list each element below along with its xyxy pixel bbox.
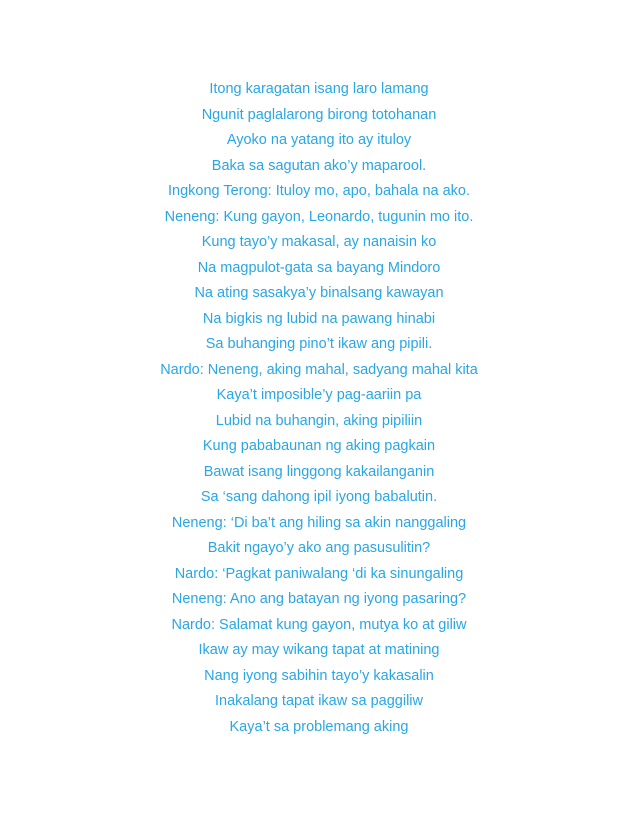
- poem-line: Neneng: Ano ang batayan ng iyong pasaring?: [171, 591, 467, 607]
- poem-line: Sa buhanging pino’t ikaw ang pipili.: [205, 336, 433, 352]
- poem-line: Na magpulot-gata sa bayang Mindoro: [197, 259, 441, 276]
- poem-line: Nang iyong sabihin tayo’y kakasalin: [204, 667, 434, 684]
- poem-line: Itong karagatan isang laro lamang: [209, 81, 429, 97]
- poem-line: Neneng: ‘Di ba’t ang hiling sa akin nanggaling: [171, 514, 467, 531]
- poem-line: Na ating sasakya’y binalsang kawayan: [194, 285, 444, 301]
- poem-line: Kung pababaunan ng aking pagkain: [202, 438, 436, 454]
- poem-line: Neneng: Kung gayon, Leonardo, tugunin mo ito.: [164, 208, 474, 225]
- poem-line: Kung tayo’y makasal, ay nanaisin ko: [201, 234, 437, 250]
- poem-line: Na bigkis ng lubid na pawang hinabi: [202, 310, 436, 327]
- poem-line: Kaya’t sa problemang aking: [229, 718, 409, 735]
- poem-line: Inakalang tapat ikaw sa paggiliw: [215, 693, 423, 709]
- poem-line: Sa ‘sang dahong ipil iyong babalutin.: [200, 489, 438, 505]
- poem-line: Nardo: Neneng, aking mahal, sadyang mahal kita: [160, 361, 478, 378]
- poem-line: Kaya’t imposible’y pag-aariin pa: [216, 387, 422, 403]
- poem-line: Bakit ngayo’y ako ang pasusulitin?: [207, 540, 431, 556]
- poem-line: Ingkong Terong: Ituloy mo, apo, bahala na ako.: [167, 183, 471, 199]
- poem-line: Nardo: ‘Pagkat paniwalang ‘di ka sinungaling: [174, 565, 464, 582]
- poem-line: Ikaw ay may wikang tapat at matining: [198, 642, 440, 658]
- poem-line: Ayoko na yatang ito ay ituloy: [226, 132, 412, 148]
- poem-line: Ngunit paglalarong birong totohanan: [201, 106, 437, 123]
- poem-line: Lubid na buhangin, aking pipiliin: [215, 412, 423, 429]
- poem-line: Bawat isang linggong kakailanganin: [203, 463, 435, 480]
- poem-line: Baka sa sagutan ako’y maparool.: [211, 157, 427, 174]
- poem-text: [0, 77, 638, 740]
- poem-line: Nardo: Salamat kung gayon, mutya ko at giliw: [171, 616, 467, 633]
